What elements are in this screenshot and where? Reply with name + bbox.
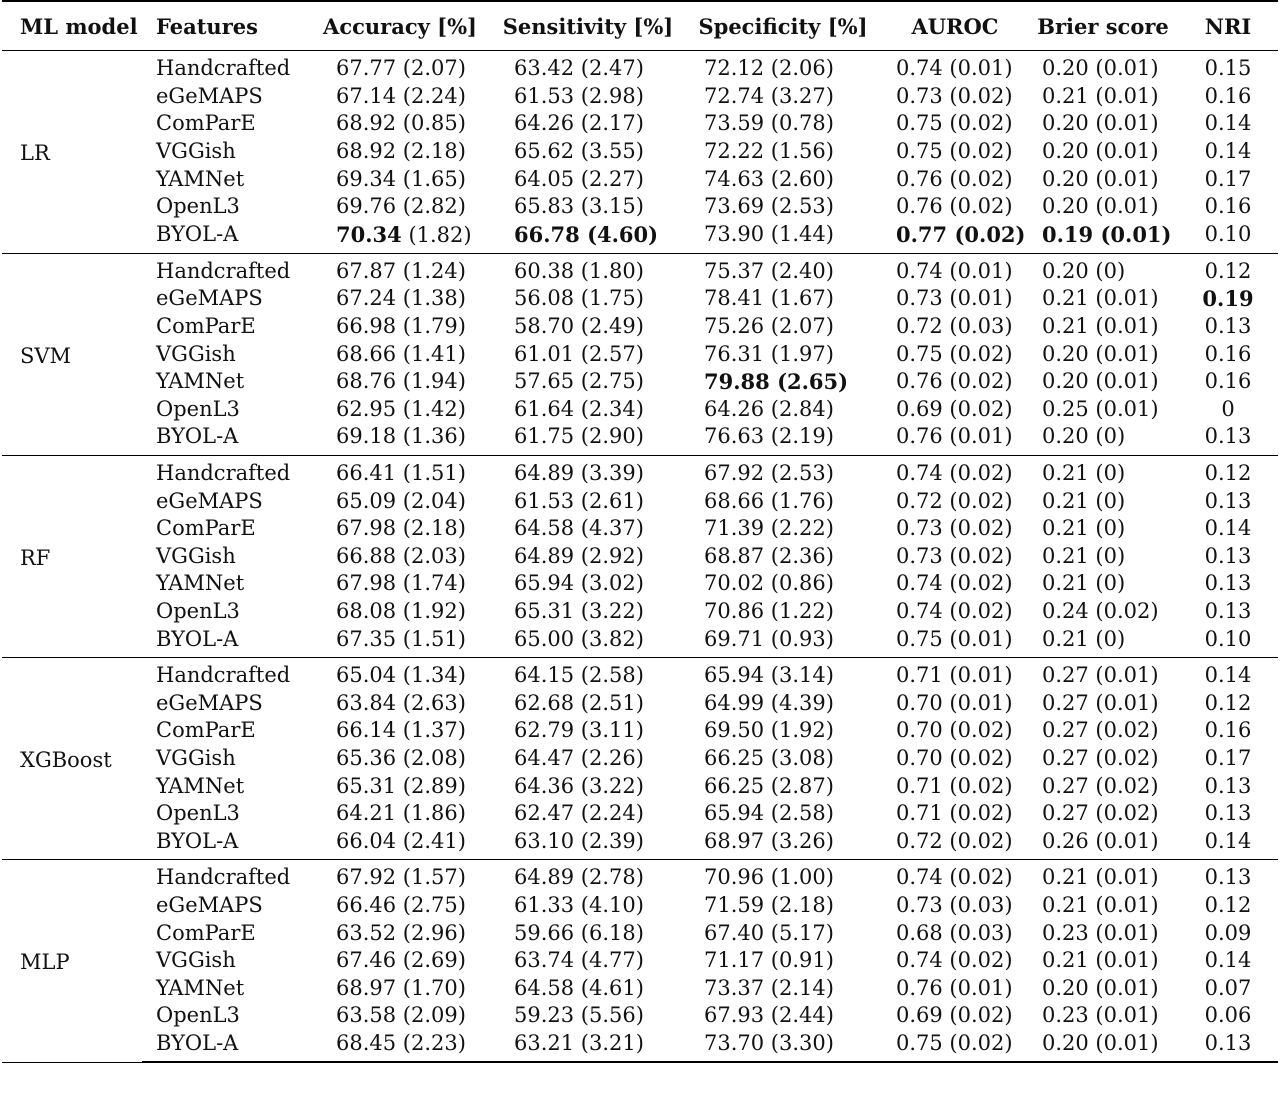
brier-score-cell: 0.20 (0.01): [1028, 1030, 1178, 1063]
brier-score-cell: 0.24 (0.02): [1042, 598, 1159, 623]
header-sensitivity: Sensitivity [%]: [492, 1, 684, 51]
sensitivity-cell: 65.83 (3.15): [514, 194, 644, 219]
specificity-cell: 73.69 (2.53): [704, 194, 834, 219]
brier-score-cell: 0.21 (0.01): [1042, 865, 1159, 890]
auroc-cell: 0.72 (0.02): [882, 827, 1028, 859]
auroc-cell: 0.71 (0.01): [896, 663, 1013, 688]
ml-model-cell: SVM: [2, 253, 142, 455]
feature-cell: YAMNet: [156, 975, 245, 1000]
auroc-cell: 0.74 (0.02): [896, 598, 1013, 623]
nri-cell: 0.14: [1204, 111, 1252, 136]
auroc-cell: 0.73 (0.02): [896, 543, 1013, 568]
table-row: [2, 110, 1278, 138]
brier-score-cell: 0.21 (0): [1042, 461, 1126, 486]
specificity-cell: 66.25 (3.08): [704, 745, 834, 770]
nri-cell: 0.12: [1204, 690, 1252, 715]
specificity-cell: 69.71 (0.93): [684, 625, 882, 657]
auroc-cell: 0.77 (0.02): [882, 221, 1028, 254]
feature-cell: BYOL-A: [142, 221, 308, 254]
brier-score-cell: 0.20 (0): [1028, 423, 1178, 455]
table-row: [2, 368, 1278, 396]
brier-score-cell: 0.20 (0.01): [1042, 111, 1159, 136]
nri-cell: 0.14: [1204, 663, 1252, 688]
auroc-cell: 0.72 (0.02): [896, 488, 1013, 513]
table-row: [2, 570, 1278, 598]
accuracy-cell: 66.46 (2.75): [336, 892, 466, 917]
header-nri: NRI: [1178, 1, 1278, 51]
accuracy-cell: 65.36 (2.08): [336, 745, 466, 770]
sensitivity-cell: 64.58 (4.61): [514, 975, 644, 1000]
specificity-cell: 70.02 (0.86): [704, 571, 834, 596]
table-row: [2, 827, 1278, 859]
feature-cell: Handcrafted: [156, 663, 291, 688]
accuracy-cell: 64.21 (1.86): [336, 801, 466, 826]
auroc-cell: 0.70 (0.02): [896, 745, 1013, 770]
auroc-cell: 0.75 (0.02): [896, 139, 1013, 164]
table-row: [2, 947, 1278, 975]
specificity-cell: 74.63 (2.60): [704, 166, 834, 191]
sensitivity-cell: 63.42 (2.47): [514, 56, 644, 81]
brier-score-cell: 0.27 (0.01): [1042, 690, 1159, 715]
accuracy-cell: 69.18 (1.36): [308, 423, 492, 455]
feature-cell: eGeMAPS: [156, 892, 263, 917]
auroc-cell: 0.71 (0.02): [896, 801, 1013, 826]
sensitivity-cell: 64.89 (2.92): [514, 543, 644, 568]
accuracy-cell: 68.92 (2.18): [336, 139, 466, 164]
header-specificity: Specificity [%]: [684, 1, 882, 51]
brier-score-cell: 0.21 (0.01): [1042, 314, 1159, 339]
nri-cell: 0.13: [1204, 773, 1252, 798]
header-brier-score: Brier score: [1028, 1, 1178, 51]
brier-score-cell: 0.27 (0.02): [1042, 801, 1159, 826]
brier-score-cell: 0.21 (0): [1028, 625, 1178, 657]
table-row: [2, 340, 1278, 368]
table-row: [2, 892, 1278, 920]
sensitivity-cell: 63.10 (2.39): [492, 827, 684, 859]
nri-cell: 0.13: [1204, 571, 1252, 596]
table-row: [2, 515, 1278, 543]
feature-cell: BYOL-A: [142, 827, 308, 859]
sensitivity-cell: 61.64 (2.34): [514, 396, 644, 421]
auroc-cell: 0.75 (0.02): [896, 341, 1013, 366]
brier-score-cell: 0.20 (0.01): [1042, 56, 1159, 81]
feature-cell: YAMNet: [156, 166, 245, 191]
sensitivity-cell: 64.47 (2.26): [514, 745, 644, 770]
ml-model-cell: MLP: [2, 860, 142, 1063]
brier-score-cell: 0.27 (0.02): [1042, 773, 1159, 798]
table-row: [2, 138, 1278, 166]
specificity-cell: 73.37 (2.14): [704, 975, 834, 1000]
accuracy-std: (1.82): [401, 222, 472, 247]
sensitivity-cell: 61.75 (2.90): [492, 423, 684, 455]
nri-cell: 0.17: [1204, 745, 1252, 770]
auroc-cell: 0.74 (0.01): [896, 56, 1013, 81]
table-row: [2, 1030, 1278, 1063]
accuracy-mean-bold: 70.34: [336, 221, 402, 247]
nri-cell: 0.15: [1204, 56, 1252, 81]
nri-cell: 0.16: [1204, 341, 1252, 366]
nri-cell: 0.07: [1204, 975, 1252, 1000]
feature-cell: ComParE: [156, 314, 256, 339]
feature-cell: YAMNet: [156, 571, 245, 596]
auroc-cell: 0.75 (0.02): [896, 111, 1013, 136]
feature-cell: ComParE: [156, 516, 256, 541]
accuracy-cell: 67.98 (2.18): [336, 516, 466, 541]
brier-score-cell: 0.20 (0.01): [1042, 166, 1159, 191]
specificity-cell: 66.25 (2.87): [704, 773, 834, 798]
sensitivity-cell: 61.53 (2.98): [514, 83, 644, 108]
table-body: [2, 51, 1278, 1063]
header-ml-model: ML model: [2, 1, 142, 51]
brier-score-cell: 0.21 (0.01): [1042, 892, 1159, 917]
brier-score-cell: 0.20 (0.01): [1042, 139, 1159, 164]
auroc-cell: 0.74 (0.02): [896, 571, 1013, 596]
specificity-cell: 65.94 (2.58): [704, 801, 834, 826]
table-row: [2, 598, 1278, 626]
sensitivity-cell: 62.79 (3.11): [514, 718, 644, 743]
specificity-cell: 75.26 (2.07): [704, 314, 834, 339]
sensitivity-cell: 61.33 (4.10): [514, 892, 644, 917]
brier-score-cell: 0.20 (0.01): [1042, 194, 1159, 219]
sensitivity-cell: 59.66 (6.18): [514, 920, 644, 945]
auroc-cell: 0.73 (0.02): [896, 83, 1013, 108]
brier-score-cell: 0.26 (0.01): [1028, 827, 1178, 859]
accuracy-cell: 67.87 (1.24): [336, 258, 466, 283]
feature-cell: VGGish: [156, 341, 236, 366]
sensitivity-cell: 64.89 (3.39): [514, 461, 644, 486]
nri-cell: 0.16: [1204, 718, 1252, 743]
accuracy-cell: 65.31 (2.89): [336, 773, 466, 798]
accuracy-cell: 65.04 (1.34): [336, 663, 466, 688]
auroc-cell: 0.73 (0.02): [896, 516, 1013, 541]
specificity-cell: 73.90 (1.44): [684, 221, 882, 254]
accuracy-cell: 66.14 (1.37): [336, 718, 466, 743]
ml-model-cell: LR: [2, 51, 142, 254]
table-row: [2, 396, 1278, 424]
accuracy-cell: 66.41 (1.51): [336, 461, 466, 486]
sensitivity-cell: 57.65 (2.75): [514, 369, 644, 394]
sensitivity-cell: 64.15 (2.58): [514, 663, 644, 688]
feature-cell: OpenL3: [156, 396, 240, 421]
accuracy-cell: 68.76 (1.94): [336, 369, 466, 394]
auroc-cell: 0.75 (0.02): [882, 1030, 1028, 1063]
header-row: [2, 1, 1278, 51]
brier-score-cell: 0.20 (0.01): [1042, 341, 1159, 366]
feature-cell: BYOL-A: [142, 625, 308, 657]
specificity-cell: 71.59 (2.18): [704, 892, 834, 917]
nri-cell: 0.13: [1178, 1030, 1278, 1063]
feature-cell: ComParE: [156, 111, 256, 136]
auroc-cell: 0.70 (0.02): [896, 718, 1013, 743]
nri-cell: 0.16: [1204, 369, 1252, 394]
nri-cell: 0.12: [1204, 258, 1252, 283]
auroc-cell: 0.69 (0.02): [896, 396, 1013, 421]
sensitivity-cell: 63.21 (3.21): [492, 1030, 684, 1063]
nri-cell: 0.13: [1204, 314, 1252, 339]
auroc-cell: 0.73 (0.03): [896, 892, 1013, 917]
brier-score-cell: 0.21 (0.01): [1042, 286, 1159, 311]
nri-cell: 0.13: [1204, 543, 1252, 568]
brier-score-cell: 0.21 (0.01): [1042, 83, 1159, 108]
feature-cell: ComParE: [156, 920, 256, 945]
auroc-cell: 0.69 (0.02): [896, 1003, 1013, 1028]
feature-cell: VGGish: [156, 948, 236, 973]
sensitivity-cell: 61.53 (2.61): [514, 488, 644, 513]
feature-cell: Handcrafted: [156, 56, 291, 81]
accuracy-cell: 68.92 (0.85): [336, 111, 466, 136]
table-row: [2, 423, 1278, 455]
nri-cell: 0.13: [1204, 598, 1252, 623]
table-row: [2, 193, 1278, 221]
specificity-cell: 64.26 (2.84): [704, 396, 834, 421]
specificity-cell: 68.66 (1.76): [704, 488, 834, 513]
sensitivity-cell: 64.89 (2.78): [514, 865, 644, 890]
auroc-cell: 0.74 (0.02): [896, 865, 1013, 890]
brier-score-cell: 0.27 (0.02): [1042, 718, 1159, 743]
brier-score-cell: 0.20 (0): [1042, 258, 1126, 283]
auroc-cell: 0.76 (0.02): [896, 166, 1013, 191]
accuracy-cell: 68.66 (1.41): [336, 341, 466, 366]
table-row: [2, 285, 1278, 313]
auroc-cell: 0.71 (0.02): [896, 773, 1013, 798]
sensitivity-cell: 61.01 (2.57): [514, 341, 644, 366]
accuracy-cell: 63.58 (2.09): [336, 1003, 466, 1028]
nri-cell: 0.12: [1204, 892, 1252, 917]
sensitivity-cell: 64.58 (4.37): [514, 516, 644, 541]
accuracy-cell: 66.04 (2.41): [308, 827, 492, 859]
sensitivity-cell: 65.62 (3.55): [514, 139, 644, 164]
feature-cell: OpenL3: [156, 598, 240, 623]
specificity-cell: 70.86 (1.22): [704, 598, 834, 623]
nri-cell: 0.14: [1204, 139, 1252, 164]
accuracy-cell: 68.45 (2.23): [308, 1030, 492, 1063]
sensitivity-cell: 65.31 (3.22): [514, 598, 644, 623]
feature-cell: OpenL3: [156, 801, 240, 826]
specificity-cell: 72.12 (2.06): [704, 56, 834, 81]
accuracy-cell: 68.08 (1.92): [336, 598, 466, 623]
table-row: [2, 717, 1278, 745]
sensitivity-cell: 60.38 (1.80): [514, 258, 644, 283]
nri-cell: 0.19: [1202, 286, 1254, 312]
sensitivity-cell: 65.94 (3.02): [514, 571, 644, 596]
auroc-cell: 0.72 (0.03): [896, 314, 1013, 339]
specificity-cell: 67.93 (2.44): [704, 1003, 834, 1028]
nri-cell: 0.14: [1204, 948, 1252, 973]
specificity-cell: 67.40 (5.17): [704, 920, 834, 945]
auroc-cell: 0.76 (0.01): [882, 423, 1028, 455]
nri-cell: 0: [1221, 396, 1235, 421]
specificity-cell: 71.39 (2.22): [704, 516, 834, 541]
ml-model-cell: RF: [2, 455, 142, 657]
sensitivity-cell: 64.36 (3.22): [514, 773, 644, 798]
feature-cell: Handcrafted: [156, 865, 291, 890]
specificity-cell: 78.41 (1.67): [704, 286, 834, 311]
brier-score-cell: 0.27 (0.01): [1042, 663, 1159, 688]
table-row: [2, 1002, 1278, 1030]
specificity-cell: 71.17 (0.91): [704, 948, 834, 973]
auroc-cell: 0.70 (0.01): [896, 690, 1013, 715]
auroc-cell: 0.76 (0.02): [896, 369, 1013, 394]
specificity-cell: 68.97 (3.26): [684, 827, 882, 859]
sensitivity-cell: 63.74 (4.77): [514, 948, 644, 973]
table-row: [2, 974, 1278, 1002]
auroc-cell: 0.74 (0.02): [896, 948, 1013, 973]
accuracy-cell: [308, 221, 492, 254]
brier-score-cell: 0.21 (0): [1042, 488, 1126, 513]
table-row: [2, 221, 1278, 254]
ml-model-cell: XGBoost: [2, 657, 142, 859]
feature-cell: VGGish: [156, 139, 236, 164]
accuracy-cell: 67.98 (1.74): [336, 571, 466, 596]
specificity-cell: 69.50 (1.92): [704, 718, 834, 743]
brier-score-cell: 0.23 (0.01): [1042, 920, 1159, 945]
brier-score-cell: 0.19 (0.01): [1028, 221, 1178, 254]
specificity-cell: 79.88 (2.65): [704, 369, 849, 395]
brier-score-cell: 0.25 (0.01): [1042, 396, 1159, 421]
accuracy-cell: 65.09 (2.04): [336, 488, 466, 513]
specificity-cell: 70.96 (1.00): [704, 865, 834, 890]
specificity-cell: 67.92 (2.53): [704, 461, 834, 486]
auroc-cell: 0.68 (0.03): [896, 920, 1013, 945]
table-row: [2, 745, 1278, 773]
feature-cell: BYOL-A: [142, 423, 308, 455]
feature-cell: eGeMAPS: [156, 83, 263, 108]
brier-score-cell: 0.21 (0): [1042, 543, 1126, 568]
table-row: [2, 657, 1278, 689]
auroc-cell: 0.73 (0.01): [896, 286, 1013, 311]
table-row: [2, 455, 1278, 487]
feature-cell: eGeMAPS: [156, 286, 263, 311]
brier-score-cell: 0.23 (0.01): [1042, 1003, 1159, 1028]
accuracy-cell: 67.24 (1.38): [336, 286, 466, 311]
specificity-cell: 72.22 (1.56): [704, 139, 834, 164]
nri-cell: 0.12: [1204, 461, 1252, 486]
feature-cell: YAMNet: [156, 369, 245, 394]
nri-cell: 0.09: [1204, 920, 1252, 945]
table-row: [2, 487, 1278, 515]
specificity-cell: 75.37 (2.40): [704, 258, 834, 283]
accuracy-cell: 67.14 (2.24): [336, 83, 466, 108]
table-row: [2, 165, 1278, 193]
accuracy-cell: 66.98 (1.79): [336, 314, 466, 339]
accuracy-cell: 69.34 (1.65): [336, 166, 466, 191]
accuracy-cell: 63.84 (2.63): [336, 690, 466, 715]
feature-cell: BYOL-A: [142, 1030, 308, 1063]
nri-cell: 0.13: [1204, 488, 1252, 513]
auroc-cell: 0.74 (0.02): [896, 461, 1013, 486]
accuracy-cell: 68.97 (1.70): [336, 975, 466, 1000]
sensitivity-cell: 56.08 (1.75): [514, 286, 644, 311]
auroc-cell: 0.76 (0.02): [896, 194, 1013, 219]
feature-cell: Handcrafted: [156, 461, 291, 486]
sensitivity-cell: 64.26 (2.17): [514, 111, 644, 136]
nri-cell: 0.10: [1178, 625, 1278, 657]
nri-cell: 0.17: [1204, 166, 1252, 191]
specificity-cell: 68.87 (2.36): [704, 543, 834, 568]
nri-cell: 0.14: [1204, 516, 1252, 541]
table-row: [2, 860, 1278, 892]
table-row: [2, 919, 1278, 947]
nri-cell: 0.13: [1204, 865, 1252, 890]
table-row: [2, 543, 1278, 571]
results-table: [2, 0, 1278, 1063]
specificity-cell: 65.94 (3.14): [704, 663, 834, 688]
feature-cell: eGeMAPS: [156, 488, 263, 513]
sensitivity-cell: 62.68 (2.51): [514, 690, 644, 715]
brier-score-cell: 0.20 (0.01): [1042, 369, 1159, 394]
brier-score-cell: 0.27 (0.02): [1042, 745, 1159, 770]
nri-cell: 0.10: [1178, 221, 1278, 254]
sensitivity-cell: 62.47 (2.24): [514, 801, 644, 826]
results-table-container: [2, 0, 1278, 1063]
auroc-cell: 0.75 (0.01): [882, 625, 1028, 657]
specificity-cell: 76.31 (1.97): [704, 341, 834, 366]
specificity-cell: 73.59 (0.78): [704, 111, 834, 136]
sensitivity-cell: 65.00 (3.82): [492, 625, 684, 657]
table-row: [2, 253, 1278, 285]
feature-cell: VGGish: [156, 745, 236, 770]
auroc-cell: 0.76 (0.01): [896, 975, 1013, 1000]
sensitivity-cell: 58.70 (2.49): [514, 314, 644, 339]
sensitivity-cell: 66.78 (4.60): [492, 221, 684, 254]
accuracy-cell: 62.95 (1.42): [336, 396, 466, 421]
brier-score-cell: 0.21 (0): [1042, 571, 1126, 596]
header-accuracy: Accuracy [%]: [308, 1, 492, 51]
nri-cell: 0.16: [1204, 83, 1252, 108]
table-row: [2, 51, 1278, 83]
feature-cell: eGeMAPS: [156, 690, 263, 715]
nri-cell: 0.13: [1204, 801, 1252, 826]
table-row: [2, 313, 1278, 341]
nri-cell: 0.16: [1204, 194, 1252, 219]
accuracy-cell: 66.88 (2.03): [336, 543, 466, 568]
sensitivity-cell: 59.23 (5.56): [514, 1003, 644, 1028]
auroc-cell: 0.74 (0.01): [896, 258, 1013, 283]
brier-score-cell: 0.21 (0.01): [1042, 948, 1159, 973]
feature-cell: VGGish: [156, 543, 236, 568]
header-auroc: AUROC: [882, 1, 1028, 51]
nri-cell: 0.06: [1204, 1003, 1252, 1028]
header-features: Features: [142, 1, 308, 51]
feature-cell: YAMNet: [156, 773, 245, 798]
feature-cell: Handcrafted: [156, 258, 291, 283]
specificity-cell: 76.63 (2.19): [684, 423, 882, 455]
accuracy-cell: 67.35 (1.51): [308, 625, 492, 657]
feature-cell: OpenL3: [156, 1003, 240, 1028]
specificity-cell: 64.99 (4.39): [704, 690, 834, 715]
table-row: [2, 800, 1278, 828]
brier-score-cell: 0.21 (0): [1042, 516, 1126, 541]
brier-score-cell: 0.20 (0.01): [1042, 975, 1159, 1000]
accuracy-cell: 67.92 (1.57): [336, 865, 466, 890]
specificity-cell: 73.70 (3.30): [684, 1030, 882, 1063]
feature-cell: OpenL3: [156, 194, 240, 219]
accuracy-cell: 67.46 (2.69): [336, 948, 466, 973]
sensitivity-cell: 64.05 (2.27): [514, 166, 644, 191]
accuracy-cell: 69.76 (2.82): [336, 194, 466, 219]
nri-cell: 0.14: [1178, 827, 1278, 859]
feature-cell: ComParE: [156, 718, 256, 743]
table-row: [2, 772, 1278, 800]
table-row: [2, 83, 1278, 111]
nri-cell: 0.13: [1178, 423, 1278, 455]
table-row: [2, 625, 1278, 657]
specificity-cell: 72.74 (3.27): [704, 83, 834, 108]
table-row: [2, 689, 1278, 717]
accuracy-cell: 63.52 (2.96): [336, 920, 466, 945]
accuracy-cell: 67.77 (2.07): [336, 56, 466, 81]
